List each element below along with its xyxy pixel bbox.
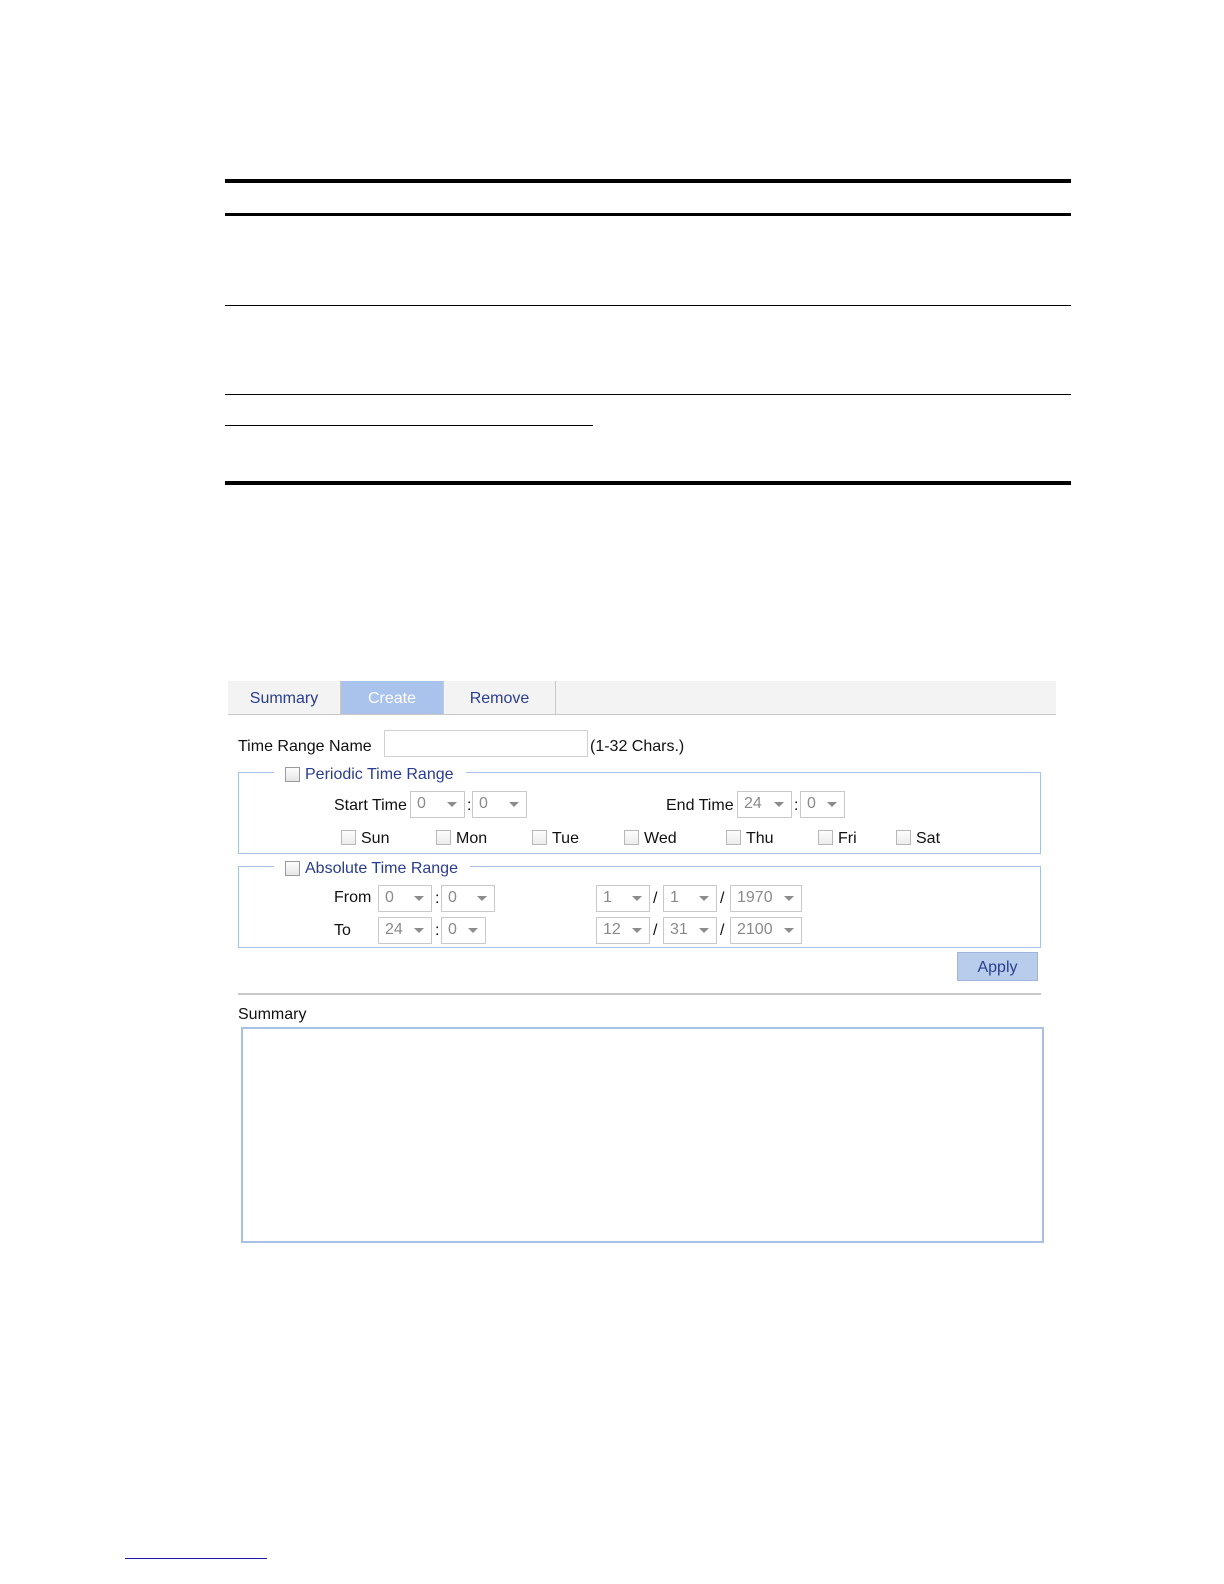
chevron-down-icon <box>468 928 478 933</box>
chevron-down-icon <box>827 802 837 807</box>
to-day-value: 31 <box>670 921 688 938</box>
end-hour-select[interactable] <box>737 791 792 818</box>
day-wed-checkbox[interactable] <box>624 830 639 845</box>
from-year-value: 1970 <box>737 889 773 906</box>
absolute-time-range-legend: Absolute Time Range <box>305 860 458 877</box>
end-hour-value: 24 <box>744 795 762 812</box>
chevron-down-icon <box>447 802 457 807</box>
day-sat-label: Sat <box>916 830 941 847</box>
to-label: To <box>334 922 351 939</box>
chevron-down-icon <box>632 928 642 933</box>
end-time-label: End Time <box>666 797 734 814</box>
day-sun-checkbox[interactable] <box>341 830 356 845</box>
from-minute-select[interactable] <box>441 885 495 912</box>
table-top-rule <box>225 179 1071 183</box>
day-thu-checkbox[interactable] <box>726 830 741 845</box>
from-hour-value: 0 <box>385 889 394 906</box>
from-month-select[interactable] <box>596 885 650 912</box>
table-row-rule <box>225 394 1071 395</box>
chevron-down-icon <box>509 802 519 807</box>
day-fri-label: Fri <box>838 830 857 847</box>
end-minute-select[interactable] <box>800 791 845 818</box>
from-hour-select[interactable] <box>378 885 432 912</box>
from-day-select[interactable] <box>663 885 717 912</box>
to-hour-select[interactable] <box>378 917 432 944</box>
to-date-slash: / <box>720 922 725 939</box>
to-time-colon: : <box>435 922 440 939</box>
end-time-colon: : <box>794 797 799 814</box>
apply-button[interactable]: Apply <box>957 952 1038 981</box>
time-range-name-input[interactable] <box>384 730 588 757</box>
chevron-down-icon <box>414 928 424 933</box>
day-mon-label: Mon <box>456 830 488 847</box>
day-tue-checkbox[interactable] <box>532 830 547 845</box>
day-mon-checkbox[interactable] <box>436 830 451 845</box>
tab-remove[interactable]: Remove <box>444 681 556 714</box>
table-cell-underline <box>225 425 593 426</box>
chevron-down-icon <box>699 896 709 901</box>
table-row-rule <box>225 305 1071 306</box>
table-header-rule <box>225 213 1071 216</box>
chevron-down-icon <box>414 896 424 901</box>
from-label: From <box>334 889 372 906</box>
to-year-value: 2100 <box>737 921 773 938</box>
chevron-down-icon <box>784 896 794 901</box>
to-day-select[interactable] <box>663 917 717 944</box>
tab-create[interactable]: Create <box>341 681 444 714</box>
from-time-colon: : <box>435 890 440 907</box>
to-minute-select[interactable] <box>441 917 486 944</box>
start-minute-value: 0 <box>479 795 488 812</box>
tab-summary[interactable]: Summary <box>228 681 341 714</box>
day-thu-label: Thu <box>746 830 774 847</box>
start-hour-select[interactable] <box>410 791 465 818</box>
start-time-colon: : <box>467 797 472 814</box>
summary-textarea[interactable] <box>241 1027 1044 1243</box>
summary-label: Summary <box>238 1006 307 1023</box>
time-range-name-hint: (1-32 Chars.) <box>590 738 685 755</box>
absolute-time-range-checkbox[interactable] <box>285 861 300 876</box>
periodic-time-range-checkbox[interactable] <box>285 767 300 782</box>
from-month-value: 1 <box>603 889 612 906</box>
section-divider <box>238 993 1041 995</box>
to-month-value: 12 <box>603 921 621 938</box>
to-month-select[interactable] <box>596 917 650 944</box>
time-range-name-label: Time Range Name <box>238 738 372 755</box>
day-fri-checkbox[interactable] <box>818 830 833 845</box>
from-day-value: 1 <box>670 889 679 906</box>
start-minute-select[interactable] <box>472 791 527 818</box>
day-sun-label: Sun <box>361 830 390 847</box>
start-time-label: Start Time <box>334 797 407 814</box>
from-date-slash: / <box>653 890 658 907</box>
table-bottom-rule <box>225 481 1071 485</box>
end-minute-value: 0 <box>807 795 816 812</box>
footer-link-underline <box>125 1558 267 1559</box>
day-tue-label: Tue <box>552 830 579 847</box>
tab-bar <box>228 681 1056 715</box>
day-sat-checkbox[interactable] <box>896 830 911 845</box>
from-minute-value: 0 <box>448 889 457 906</box>
chevron-down-icon <box>699 928 709 933</box>
from-year-select[interactable] <box>730 885 802 912</box>
to-date-slash: / <box>653 922 658 939</box>
chevron-down-icon <box>774 802 784 807</box>
to-hour-value: 24 <box>385 921 403 938</box>
periodic-time-range-legend: Periodic Time Range <box>305 766 454 783</box>
day-wed-label: Wed <box>644 830 677 847</box>
chevron-down-icon <box>632 896 642 901</box>
to-minute-value: 0 <box>448 921 457 938</box>
start-hour-value: 0 <box>417 795 426 812</box>
chevron-down-icon <box>784 928 794 933</box>
to-year-select[interactable] <box>730 917 802 944</box>
from-date-slash: / <box>720 890 725 907</box>
chevron-down-icon <box>477 896 487 901</box>
